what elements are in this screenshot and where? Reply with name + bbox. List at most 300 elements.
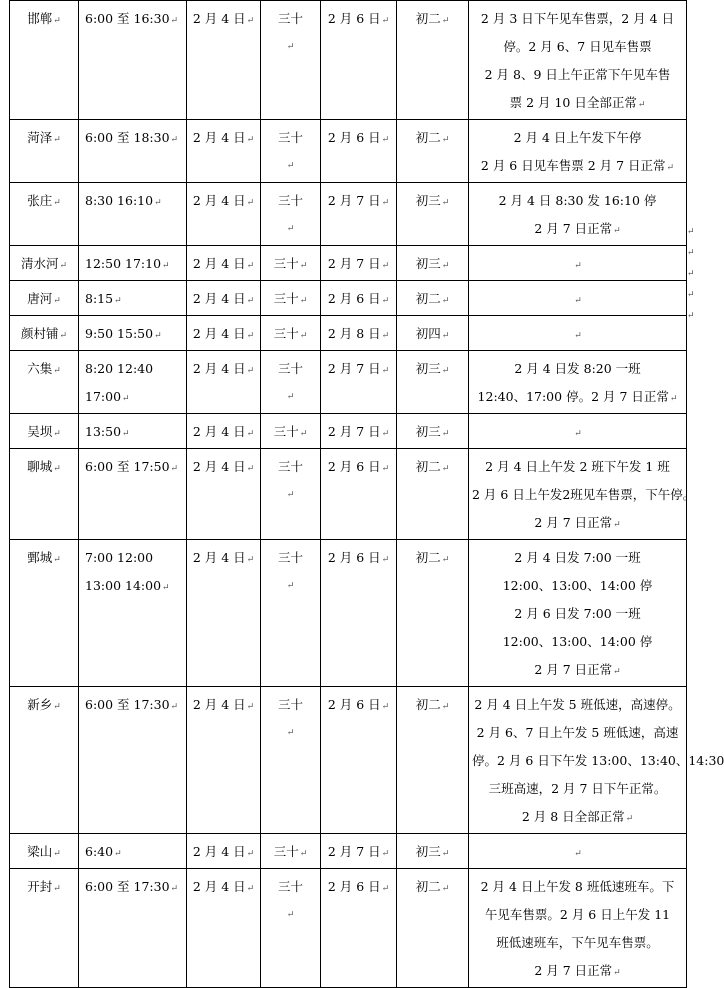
paragraph-mark: ↵	[286, 910, 295, 920]
paragraph-mark: ↵	[53, 464, 61, 474]
note-cell-line: 停。2 月 6 日下午发 13:00、13:40、14:30	[472, 753, 724, 768]
paragraph-mark: ↵	[613, 667, 621, 677]
lunar-resume-cell-text: 初二	[415, 291, 441, 306]
lunar-resume-cell	[397, 183, 469, 246]
city-cell	[10, 414, 79, 449]
lunar-stop-cell-text: 三十	[277, 361, 303, 376]
resume-date-cell-text: 2 月 6 日	[327, 11, 381, 26]
paragraph-mark: ↵	[286, 224, 295, 234]
schedule-table	[9, 0, 724, 988]
times-cell	[79, 834, 187, 869]
times-cell	[79, 246, 187, 281]
paragraph-mark: ↵	[613, 968, 621, 978]
stop-date-cell-text: 2 月 4 日	[192, 291, 246, 306]
stop-date-cell-text: 2 月 4 日	[192, 130, 246, 145]
paragraph-mark: ↵	[299, 849, 308, 859]
paragraph-mark: ↵	[286, 581, 295, 591]
city-cell	[10, 1, 79, 120]
note-cell-line: 2 月 4 日上午发下午停	[513, 130, 642, 145]
times-cell-line: 13:00 14:00↵	[85, 578, 170, 593]
note-cell-line: 2 月 6、7 日上午发 5 班低速，高速	[476, 725, 679, 740]
note-cell-line: 2 月 3 日下午见车售票，2 月 4 日	[480, 11, 675, 26]
paragraph-mark: ↵	[441, 884, 450, 894]
times-cell-line: 6:40↵	[85, 844, 122, 859]
city-cell	[10, 183, 79, 246]
stop-date-cell	[187, 120, 261, 183]
lunar-stop-cell	[261, 1, 321, 120]
lunar-stop-cell-text: 三十	[277, 193, 303, 208]
table-row	[10, 540, 687, 687]
city-cell	[10, 834, 79, 869]
table-row	[10, 449, 687, 540]
note-cell-line: 2 月 6 日发 7:00 一班	[514, 606, 641, 621]
paragraph-mark: ↵	[286, 490, 295, 500]
note-cell	[469, 316, 687, 351]
paragraph-mark: ↵	[381, 884, 390, 894]
lunar-stop-cell-text: 三十	[277, 697, 303, 712]
note-cell-line: 2 月 4 日发 8:20 一班	[514, 361, 641, 376]
paragraph-mark: ↵	[381, 429, 390, 439]
note-cell	[469, 351, 687, 414]
lunar-stop-cell	[261, 414, 321, 449]
times-cell-line: 6:00 至 17:50↵	[85, 459, 179, 474]
paragraph-mark: ↵	[246, 198, 255, 208]
lunar-resume-cell	[397, 281, 469, 316]
paragraph-mark: ↵	[170, 135, 179, 145]
paragraph-mark: ↵	[246, 884, 255, 894]
note-cell-line: 2 月 4 日上午发 8 班低速班车。下	[480, 879, 675, 894]
city-cell	[10, 246, 79, 281]
city-cell-text: 张庄	[27, 193, 53, 208]
lunar-stop-cell-text: 三十	[273, 844, 299, 859]
page-edge-marks	[687, 222, 695, 327]
times-cell	[79, 687, 187, 834]
stop-date-cell-text: 2 月 4 日	[192, 193, 246, 208]
times-cell-line: 6:00 至 16:30↵	[85, 11, 179, 26]
paragraph-mark: ↵	[53, 16, 61, 26]
paragraph-mark: ↵	[687, 311, 695, 321]
note-cell	[469, 1, 687, 120]
city-cell-text: 新乡	[27, 697, 53, 712]
resume-date-cell-text: 2 月 6 日	[327, 291, 381, 306]
resume-date-cell-text: 2 月 6 日	[327, 130, 381, 145]
paragraph-mark: ↵	[381, 198, 390, 208]
paragraph-mark: ↵	[170, 16, 179, 26]
schedule-body	[10, 1, 724, 988]
times-cell-line: 8:30 16:10↵	[85, 193, 162, 208]
times-cell	[79, 316, 187, 351]
lunar-resume-cell-text: 初二	[415, 130, 441, 145]
resume-date-cell	[321, 281, 397, 316]
city-cell	[10, 540, 79, 687]
paragraph-mark: ↵	[170, 464, 179, 474]
note-cell-line: 2 月 7 日正常↵	[534, 662, 621, 677]
table-row	[10, 316, 687, 351]
lunar-resume-cell-text: 初二	[415, 879, 441, 894]
paragraph-mark: ↵	[441, 366, 450, 376]
note-cell-line: 2 月 4 日上午发 2 班下午发 1 班	[485, 459, 670, 474]
paragraph-mark: ↵	[53, 884, 61, 894]
table-row	[10, 869, 687, 988]
paragraph-mark: ↵	[381, 555, 390, 565]
paragraph-mark: ↵	[114, 296, 122, 306]
note-cell-line: 12:00、13:00、14:00 停	[502, 578, 653, 593]
paragraph-mark: ↵	[441, 331, 450, 341]
stop-date-cell-text: 2 月 4 日	[192, 459, 246, 474]
city-cell	[10, 449, 79, 540]
paragraph-mark: ↵	[246, 464, 255, 474]
table-row	[10, 834, 687, 869]
paragraph-mark: ↵	[114, 849, 122, 859]
stop-date-cell-text: 2 月 4 日	[192, 424, 246, 439]
city-cell	[10, 869, 79, 988]
city-cell	[10, 120, 79, 183]
lunar-resume-cell-text: 初三	[415, 361, 441, 376]
lunar-resume-cell-text: 初二	[415, 11, 441, 26]
city-cell-text: 开封	[27, 879, 53, 894]
paragraph-mark: ↵	[381, 464, 390, 474]
paragraph-mark: ↵	[53, 135, 61, 145]
paragraph-mark: ↵	[687, 248, 695, 258]
lunar-stop-cell	[261, 316, 321, 351]
paragraph-mark: ↵	[381, 261, 390, 271]
paragraph-mark: ↵	[669, 394, 678, 404]
paragraph-mark: ↵	[162, 583, 170, 593]
paragraph-mark: ↵	[286, 392, 295, 402]
paragraph-mark: ↵	[381, 849, 390, 859]
paragraph-mark: ↵	[246, 849, 255, 859]
note-cell	[469, 834, 687, 869]
paragraph-mark: ↵	[381, 296, 390, 306]
lunar-resume-cell	[397, 246, 469, 281]
resume-date-cell	[321, 120, 397, 183]
note-cell-line: 午见车售票。2 月 6 日上午发 11	[484, 907, 671, 922]
lunar-stop-cell	[261, 120, 321, 183]
table-row	[10, 1, 687, 120]
stop-date-cell	[187, 834, 261, 869]
lunar-resume-cell-text: 初二	[415, 459, 441, 474]
paragraph-mark: ↵	[286, 161, 295, 171]
paragraph-mark: ↵	[441, 198, 450, 208]
resume-date-cell-text: 2 月 7 日	[327, 424, 381, 439]
lunar-stop-cell-text: 三十	[273, 326, 299, 341]
resume-date-cell	[321, 834, 397, 869]
times-cell	[79, 281, 187, 316]
paragraph-mark: ↵	[613, 226, 621, 236]
lunar-resume-cell	[397, 540, 469, 687]
paragraph-mark: ↵	[246, 429, 255, 439]
lunar-stop-cell	[261, 834, 321, 869]
city-cell-text: 聊城	[27, 459, 53, 474]
paragraph-mark: ↵	[246, 555, 255, 565]
note-cell-line: 2 月 6 日上午发2班见车售票，下午停。	[472, 487, 696, 502]
paragraph-mark: ↵	[381, 366, 390, 376]
city-cell-text: 邯郸	[27, 11, 53, 26]
paragraph-mark: ↵	[59, 331, 68, 341]
times-cell	[79, 351, 187, 414]
paragraph-mark: ↵	[246, 135, 255, 145]
paragraph-mark: ↵	[441, 702, 450, 712]
resume-date-cell	[321, 687, 397, 834]
stop-date-cell	[187, 449, 261, 540]
stop-date-cell	[187, 414, 261, 449]
resume-date-cell	[321, 540, 397, 687]
stop-date-cell-text: 2 月 4 日	[192, 879, 246, 894]
note-cell	[469, 414, 687, 449]
paragraph-mark: ↵	[666, 163, 675, 173]
paragraph-mark: ↵	[286, 42, 295, 52]
paragraph-mark: ↵	[246, 16, 255, 26]
paragraph-mark: ↵	[53, 849, 61, 859]
lunar-resume-cell-text: 初二	[415, 697, 441, 712]
paragraph-mark: ↵	[441, 555, 450, 565]
paragraph-mark: ↵	[154, 198, 162, 208]
lunar-stop-cell	[261, 281, 321, 316]
table-row	[10, 246, 687, 281]
paragraph-mark: ↵	[53, 366, 61, 376]
times-cell-line: 9:50 15:50↵	[85, 326, 162, 341]
paragraph-mark: ↵	[246, 296, 255, 306]
resume-date-cell-text: 2 月 6 日	[327, 879, 381, 894]
times-cell	[79, 120, 187, 183]
city-cell	[10, 281, 79, 316]
resume-date-cell-text: 2 月 6 日	[327, 550, 381, 565]
times-cell-line: 6:00 至 17:30↵	[85, 697, 179, 712]
note-cell-line: 2 月 7 日正常↵	[534, 963, 621, 978]
paragraph-mark: ↵	[574, 296, 582, 306]
lunar-stop-cell-text: 三十	[273, 256, 299, 271]
times-cell	[79, 414, 187, 449]
paragraph-mark: ↵	[441, 849, 450, 859]
stop-date-cell	[187, 351, 261, 414]
city-cell-text: 鄄城	[27, 550, 53, 565]
resume-date-cell-text: 2 月 7 日	[327, 844, 381, 859]
lunar-stop-cell	[261, 351, 321, 414]
times-cell-line: 8:20 12:40	[85, 361, 154, 376]
lunar-resume-cell	[397, 316, 469, 351]
lunar-resume-cell-text: 初三	[415, 844, 441, 859]
note-cell-line: 三班高速，2 月 7 日下午正常。	[488, 781, 667, 796]
paragraph-mark: ↵	[574, 849, 582, 859]
stop-date-cell	[187, 246, 261, 281]
table-row	[10, 120, 687, 183]
city-cell-text: 颜村铺	[20, 326, 59, 341]
lunar-resume-cell-text: 初三	[415, 424, 441, 439]
note-cell	[469, 869, 687, 988]
lunar-stop-cell	[261, 540, 321, 687]
paragraph-mark: ↵	[53, 555, 61, 565]
lunar-resume-cell-text: 初三	[415, 256, 441, 271]
lunar-resume-cell-text: 初三	[415, 193, 441, 208]
stop-date-cell	[187, 183, 261, 246]
times-cell-line: 6:00 至 18:30↵	[85, 130, 179, 145]
paragraph-mark: ↵	[299, 429, 308, 439]
note-cell-line: 停。2 月 6、7 日见车售票	[503, 39, 652, 54]
paragraph-mark: ↵	[53, 702, 61, 712]
paragraph-mark: ↵	[162, 261, 170, 271]
paragraph-mark: ↵	[246, 702, 255, 712]
paragraph-mark: ↵	[286, 728, 295, 738]
paragraph-mark: ↵	[154, 331, 162, 341]
table-row	[10, 281, 687, 316]
resume-date-cell-text: 2 月 6 日	[327, 459, 381, 474]
paragraph-mark: ↵	[574, 429, 582, 439]
note-cell-line: 2 月 4 日 8:30 发 16:10 停	[498, 193, 657, 208]
lunar-resume-cell-text: 初四	[415, 326, 441, 341]
note-cell	[469, 183, 687, 246]
paragraph-mark: ↵	[122, 429, 130, 439]
paragraph-mark: ↵	[299, 331, 308, 341]
stop-date-cell	[187, 540, 261, 687]
stop-date-cell-text: 2 月 4 日	[192, 11, 246, 26]
city-cell-text: 清水河	[20, 256, 59, 271]
lunar-stop-cell-text: 三十	[277, 459, 303, 474]
paragraph-mark: ↵	[246, 366, 255, 376]
table-row	[10, 687, 687, 834]
paragraph-mark: ↵	[381, 702, 390, 712]
times-cell-line: 8:15↵	[85, 291, 122, 306]
times-cell	[79, 449, 187, 540]
paragraph-mark: ↵	[613, 520, 621, 530]
resume-date-cell	[321, 449, 397, 540]
note-cell-line: 2 月 7 日正常↵	[534, 221, 621, 236]
lunar-resume-cell	[397, 120, 469, 183]
paragraph-mark: ↵	[687, 227, 695, 237]
city-cell	[10, 316, 79, 351]
lunar-resume-cell	[397, 834, 469, 869]
city-cell-text: 菏泽	[27, 130, 53, 145]
paragraph-mark: ↵	[381, 16, 390, 26]
resume-date-cell-text: 2 月 6 日	[327, 697, 381, 712]
city-cell-text: 六集	[27, 361, 53, 376]
city-cell-text: 唐河	[27, 291, 53, 306]
lunar-resume-cell	[397, 414, 469, 449]
paragraph-mark: ↵	[574, 331, 582, 341]
stop-date-cell-text: 2 月 4 日	[192, 697, 246, 712]
table-row	[10, 183, 687, 246]
note-cell-line: 2 月 4 日上午发 5 班低速，高速停。	[474, 697, 681, 712]
lunar-resume-cell	[397, 687, 469, 834]
note-cell	[469, 120, 687, 183]
times-cell	[79, 1, 187, 120]
paragraph-mark: ↵	[441, 464, 450, 474]
paragraph-mark: ↵	[687, 269, 695, 279]
note-cell	[469, 281, 687, 316]
city-cell-text: 梁山	[27, 844, 53, 859]
table-row	[10, 414, 687, 449]
paragraph-mark: ↵	[381, 331, 390, 341]
paragraph-mark: ↵	[299, 261, 308, 271]
paragraph-mark: ↵	[122, 394, 130, 404]
stop-date-cell	[187, 869, 261, 988]
note-cell-line: 票 2 月 10 日全部正常↵	[509, 95, 646, 110]
lunar-stop-cell-text: 三十	[277, 879, 303, 894]
paragraph-mark: ↵	[574, 261, 582, 271]
note-cell-line: 班低速班车，下午见车售票。	[496, 935, 659, 950]
paragraph-mark: ↵	[441, 16, 450, 26]
paragraph-mark: ↵	[687, 290, 695, 300]
paragraph-mark: ↵	[53, 198, 61, 208]
times-cell-line: 7:00 12:00	[85, 550, 154, 565]
city-cell-text: 吴坝	[27, 424, 53, 439]
lunar-resume-cell	[397, 869, 469, 988]
times-cell-line: 17:00↵	[85, 389, 130, 404]
paragraph-mark: ↵	[637, 100, 646, 110]
lunar-resume-cell	[397, 1, 469, 120]
resume-date-cell	[321, 869, 397, 988]
paragraph-mark: ↵	[59, 261, 68, 271]
stop-date-cell-text: 2 月 4 日	[192, 550, 246, 565]
note-cell-line: 2 月 8 日全部正常↵	[521, 809, 634, 824]
stop-date-cell-text: 2 月 4 日	[192, 256, 246, 271]
resume-date-cell-text: 2 月 7 日	[327, 361, 381, 376]
paragraph-mark: ↵	[381, 135, 390, 145]
lunar-stop-cell	[261, 183, 321, 246]
note-cell	[469, 246, 687, 281]
stop-date-cell	[187, 1, 261, 120]
paragraph-mark: ↵	[441, 429, 450, 439]
resume-date-cell	[321, 316, 397, 351]
paragraph-mark: ↵	[170, 884, 179, 894]
stop-date-cell	[187, 316, 261, 351]
paragraph-mark: ↵	[441, 135, 450, 145]
lunar-stop-cell	[261, 869, 321, 988]
times-cell-line: 12:50 17:10↵	[85, 256, 170, 271]
lunar-resume-cell	[397, 351, 469, 414]
paragraph-mark: ↵	[441, 261, 450, 271]
paragraph-mark: ↵	[246, 331, 255, 341]
resume-date-cell	[321, 414, 397, 449]
times-cell-line: 6:00 至 17:30↵	[85, 879, 179, 894]
stop-date-cell-text: 2 月 4 日	[192, 326, 246, 341]
note-cell-line: 12:40、17:00 停。2 月 7 日正常↵	[477, 389, 678, 404]
resume-date-cell-text: 2 月 7 日	[327, 193, 381, 208]
lunar-stop-cell-text: 三十	[273, 291, 299, 306]
times-cell-line: 13:50↵	[85, 424, 130, 439]
note-cell-line: 2 月 8、9 日上午正常下午见车售	[484, 67, 671, 82]
resume-date-cell-text: 2 月 8 日	[327, 326, 381, 341]
stop-date-cell	[187, 281, 261, 316]
lunar-stop-cell-text: 三十	[277, 130, 303, 145]
note-cell	[469, 540, 687, 687]
lunar-resume-cell-text: 初二	[415, 550, 441, 565]
paragraph-mark: ↵	[53, 296, 61, 306]
times-cell	[79, 869, 187, 988]
stop-date-cell-text: 2 月 4 日	[192, 844, 246, 859]
resume-date-cell	[321, 246, 397, 281]
resume-date-cell	[321, 1, 397, 120]
lunar-stop-cell-text: 三十	[273, 424, 299, 439]
city-cell	[10, 687, 79, 834]
lunar-resume-cell	[397, 449, 469, 540]
lunar-stop-cell-text: 三十	[277, 550, 303, 565]
city-cell	[10, 351, 79, 414]
resume-date-cell	[321, 183, 397, 246]
lunar-stop-cell	[261, 687, 321, 834]
paragraph-mark: ↵	[625, 814, 634, 824]
table-row	[10, 351, 687, 414]
paragraph-mark: ↵	[170, 702, 179, 712]
resume-date-cell	[321, 351, 397, 414]
times-cell	[79, 183, 187, 246]
note-cell-line: 2 月 7 日正常↵	[534, 515, 621, 530]
paragraph-mark: ↵	[53, 429, 61, 439]
stop-date-cell	[187, 687, 261, 834]
lunar-stop-cell	[261, 449, 321, 540]
note-cell	[469, 449, 696, 540]
note-cell-line: 12:00、13:00、14:00 停	[502, 634, 653, 649]
lunar-stop-cell-text: 三十	[277, 11, 303, 26]
